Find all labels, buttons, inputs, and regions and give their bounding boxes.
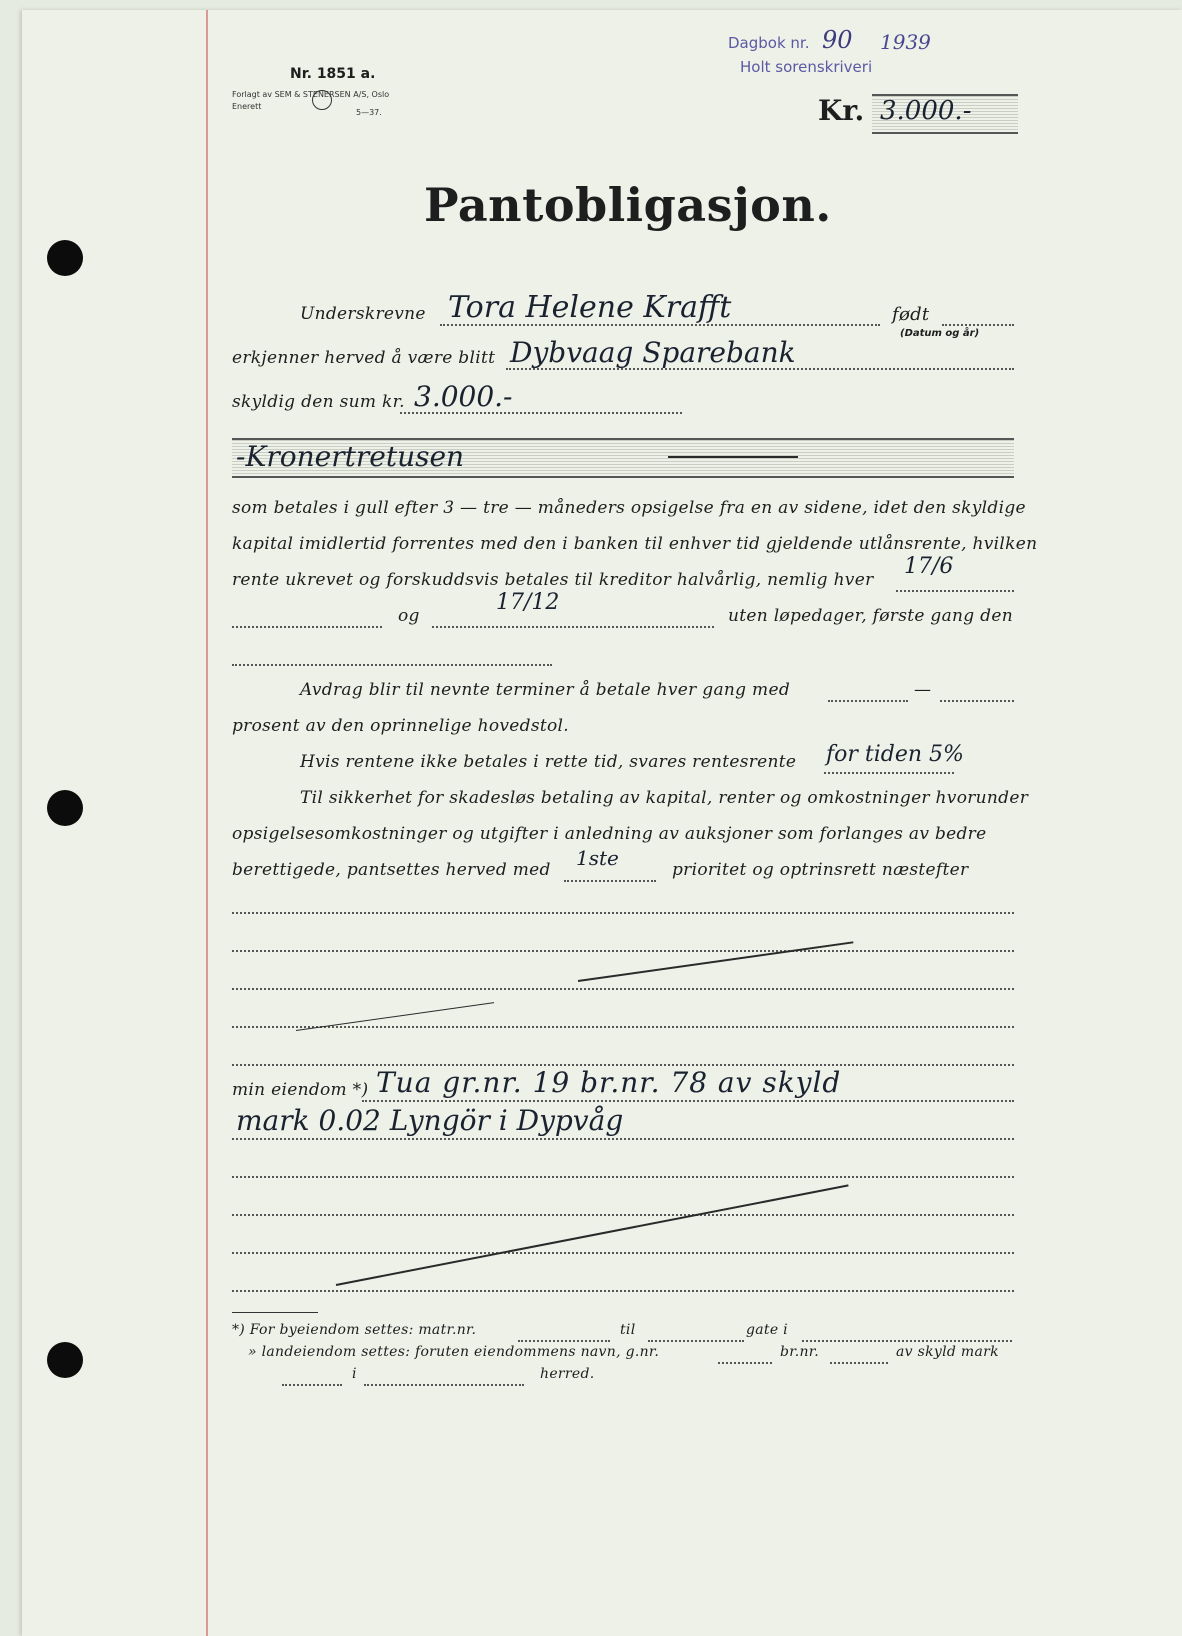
rente-line: Hvis rentene ikke betales i rette tid, svares rentesrente (300, 752, 797, 772)
footnote-gate-line (802, 1340, 1012, 1342)
avdrag-line-a (828, 700, 908, 702)
footnote-matr-line (518, 1340, 610, 1342)
footnote-til-line (648, 1340, 744, 1342)
publisher-note: Enerett (232, 102, 262, 111)
blank-line-1 (232, 912, 1014, 914)
footnote-mark-line (282, 1384, 342, 1386)
eiendom-label: min eiendom *) (232, 1080, 369, 1100)
date2-line (432, 626, 714, 628)
blank-line-9 (232, 1290, 1014, 1292)
punch-hole-top (47, 240, 83, 276)
blank-line-a (232, 626, 382, 628)
footnote-2c: av skyld mark (896, 1344, 999, 1360)
kr-label: Kr. (818, 94, 865, 127)
body-line-2: kapital imidlertid forrentes med den i banken til enhver tid gjeldende utlånsrente, hvilken (232, 534, 1038, 554)
body-line-1: som betales i gull efter 3 — tre — måneders opsigelse fra en av sidene, idet den skyldige (232, 498, 1026, 518)
footnote-gnr-line (718, 1362, 772, 1364)
eiendom-value-2: mark 0.02 Lyngör i Dypvåg (236, 1104, 624, 1137)
footnote-1a: *) For byeiendom settes: matr.nr. (232, 1322, 477, 1338)
blank-line-6 (232, 1176, 1014, 1178)
avdrag-line-2: prosent av den oprinnelige hovedstol. (232, 716, 569, 736)
sikkerhet-line-3a: berettigede, pantsettes herved med (232, 860, 551, 880)
avdrag-dash: — (914, 680, 932, 700)
kr-amount: 3.000.- (880, 96, 972, 126)
stamp-dagbok-number: 90 (822, 26, 853, 54)
date1-value: 17/6 (904, 554, 954, 579)
margin-rule (206, 10, 208, 1636)
form-number: Nr. 1851 a. (290, 66, 376, 82)
sikkerhet-line-1: Til sikkerhet for skadesløs betaling av kapital, renter og omkostninger hvorunder (300, 788, 1029, 808)
publisher-logo (312, 90, 332, 110)
footnote-3b: herred. (540, 1366, 595, 1382)
avdrag-line-1: Avdrag blir til nevnte terminer å betale hver gang med (300, 680, 790, 700)
punch-hole-middle (47, 790, 83, 826)
body-line-4: uten løpedager, første gang den (728, 606, 1013, 626)
document-page (22, 10, 1182, 1636)
body-line-3: rente ukrevet og forskuddsvis betales til kreditor halvårlig, nemlig hver (232, 570, 874, 590)
footnote-rule (232, 1312, 318, 1313)
footnote-2b: br.nr. (780, 1344, 819, 1360)
publisher-line: Forlagt av SEM & STENERSEN A/S, Oslo (232, 90, 390, 99)
sum-words-strike (668, 456, 798, 458)
sum-label: skyldig den sum kr. (232, 392, 405, 412)
undersigned-label: Underskrevne (300, 304, 426, 324)
born-line (942, 324, 1014, 326)
stamp-office: Holt sorenskriveri (740, 58, 873, 76)
date2-value: 17/12 (496, 590, 560, 615)
blank-line-7 (232, 1214, 1014, 1216)
sum-words: -Kronertretusen (236, 440, 465, 473)
avdrag-line-b (940, 700, 1014, 702)
punch-hole-bottom (47, 1342, 83, 1378)
sum-value: 3.000.- (414, 380, 513, 413)
publisher-date: 5—37. (356, 108, 382, 117)
footnote-2a: » landeiendom settes: foruten eiendommens navn, g.nr. (248, 1344, 660, 1360)
document-title: Pantobligasjon. (424, 178, 832, 232)
stamp-year: 1939 (880, 30, 931, 54)
priority-value: 1ste (576, 846, 619, 870)
eiendom-line-1 (362, 1100, 1014, 1102)
born-hint: (Datum og år) (900, 328, 980, 339)
footnote-herred-line (364, 1384, 524, 1386)
sikkerhet-line-2: opsigelsesomkostninger og utgifter i anledning av auksjoner som forlanges av bedre (232, 824, 987, 844)
stamp-dagbok-label: Dagbok nr. (728, 34, 810, 52)
eiendom-line-2 (232, 1138, 1014, 1140)
undersigned-value: Tora Helene Krafft (448, 290, 732, 325)
blank-line-4 (232, 1026, 1014, 1028)
blank-line-8 (232, 1252, 1014, 1254)
rente-value-line (824, 772, 954, 774)
eiendom-value-1: Tua gr.nr. 19 br.nr. 78 av skyld (376, 1066, 842, 1099)
footnote-3a: i (352, 1366, 357, 1382)
priority-line (564, 880, 656, 882)
date1-line (896, 590, 1014, 592)
og-label: og (398, 606, 420, 626)
creditor-label: erkjenner herved å være blitt (232, 348, 496, 368)
footnote-brnr-line (830, 1362, 888, 1364)
creditor-value: Dybvaag Sparebank (510, 336, 796, 369)
footnote-1b: til (620, 1322, 636, 1338)
born-label: født (892, 304, 930, 325)
footnote-1c: gate i (746, 1322, 788, 1338)
blank-line-b (232, 664, 552, 666)
blank-line-2 (232, 950, 1014, 952)
rente-value: for tiden 5% (826, 742, 964, 767)
sikkerhet-line-3b: prioritet og optrinsrett næstefter (672, 860, 969, 880)
blank-line-3 (232, 988, 1014, 990)
